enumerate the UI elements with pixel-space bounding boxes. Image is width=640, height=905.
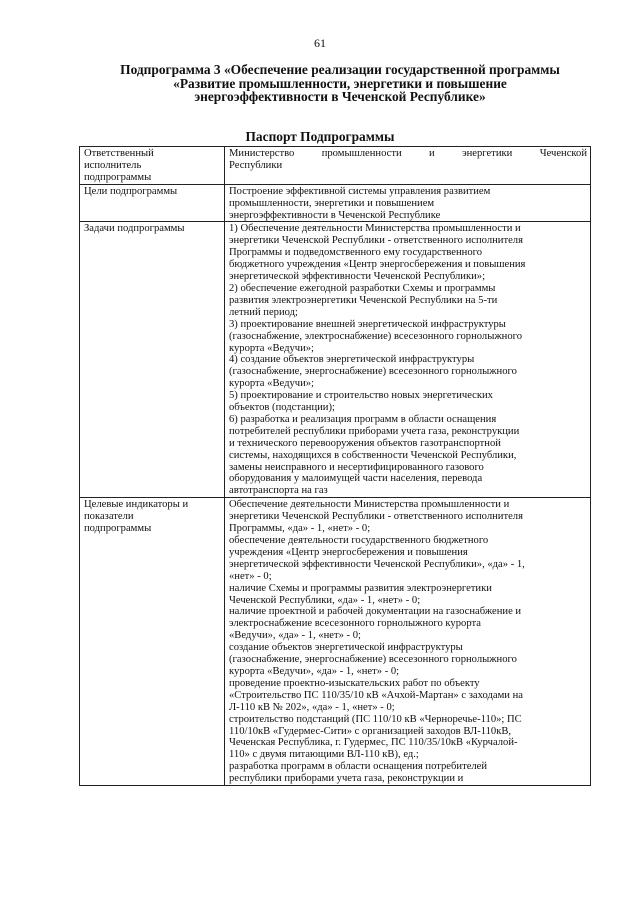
content-line: республики приборами учета газа, реконструкции и	[229, 773, 464, 785]
content-line: энергетики Чеченской Республики - ответственного исполнителя	[229, 235, 523, 247]
label-line: подпрограммы	[84, 523, 152, 535]
table-row	[80, 184, 591, 222]
content-line: электроснабжение всесезонного горнолыжного курорта	[229, 618, 481, 630]
content-line: «Ведучи», «да» - 1, «нет» - 0;	[229, 630, 361, 642]
content-line: замены неисправного и несертифицированного газового	[229, 461, 484, 473]
row-label-cell	[80, 222, 225, 498]
title-line: энергоэффективности в Чеченской Республике»	[194, 89, 486, 104]
row-content-cell	[225, 498, 591, 786]
content-line: промышленности, энергетики и повышением	[229, 197, 435, 209]
label-line: Цели подпрограммы	[84, 185, 178, 197]
content-line: учреждения «Центр энергосбережения и повышения	[229, 546, 468, 558]
content-line: Программы и подведомственного ему государственного	[229, 247, 483, 259]
word: и	[429, 148, 435, 159]
content-line: «нет» - 0;	[229, 570, 272, 582]
content-line: Л-110 кВ № 202», «да» - 1, «нет» - 0;	[229, 701, 395, 713]
content-line: Программы, «да» - 1, «нет» - 0;	[229, 523, 371, 535]
word: Министерство	[229, 148, 295, 159]
content-line: (газоснабжение, энергоснабжение) всесезонного горнолыжного	[229, 366, 517, 378]
passport-table	[79, 146, 591, 786]
content-line: Построение эффективной системы управления развитием	[229, 185, 491, 197]
content-line: энергоэффективности в Чеченской Республике	[229, 209, 441, 221]
content-line: бюджетного учреждения «Центр энергосбережения и повышения	[229, 259, 526, 271]
content-line: наличие Схемы и программы развития электроэнергетики	[229, 582, 492, 594]
content-line: 3) проектирование внешней энергетической инфраструктуры	[229, 318, 506, 330]
row-label-cell	[80, 184, 225, 222]
label-line: исполнитель	[84, 159, 142, 171]
content-line: Обеспечение деятельности Министерства промышленности и	[229, 499, 510, 511]
table-row	[80, 498, 591, 786]
content-line: обеспечение деятельности государственного бюджетного	[229, 535, 489, 546]
content-line: развития электроэнергетики Чеченской Республики на 5-ти	[229, 294, 498, 306]
content-line: энергетической эффективности Чеченской Республики»;	[229, 271, 486, 283]
label-line: Задачи подпрограммы	[84, 223, 185, 235]
subprogram-title	[60, 63, 620, 104]
content-line: 2) обеспечение ежегодной разработки Схемы и программы	[229, 282, 496, 294]
content-line: курорта «Ведучи»;	[229, 342, 315, 354]
content-line: Республики	[229, 159, 283, 171]
label-line: Целевые индикаторы и	[84, 499, 189, 511]
row-label-cell	[80, 147, 225, 185]
content-line: (газоснабжение, электроснабжение) всесезонного горнолыжного	[229, 330, 522, 342]
word: Чеченской	[539, 148, 587, 159]
content-line: 110/10кВ «Гудермес-Сити» с организацией заходов ВЛ-110кВ,	[229, 725, 512, 737]
label-line: Ответственный	[84, 148, 154, 159]
content-line: Чеченская Республика, г. Гудермес, ПС 110/35/10кВ «Курчалой-	[229, 737, 518, 749]
content-line: создание объектов энергетической инфраструктуры	[229, 642, 463, 654]
row-content-cell	[225, 147, 591, 185]
content-line	[229, 148, 587, 160]
word: промышленности	[321, 148, 402, 159]
content-line: объектов (подстанции);	[229, 402, 335, 414]
row-label-cell	[80, 498, 225, 786]
row-content-cell	[225, 222, 591, 498]
content-line: энергетической эффективности Чеченской Республики», «да» - 1,	[229, 558, 525, 570]
content-line: проведение проектно-изыскательских работ по объекту	[229, 677, 480, 689]
title-line: «Развитие промышленности, энергетики и повышение	[173, 75, 507, 91]
label-line: показатели	[84, 511, 134, 523]
content-line: (газоснабжение, энергоснабжение) всесезонного горнолыжного	[229, 654, 517, 666]
content-line: летний период;	[229, 306, 298, 318]
content-line: энергетики Чеченской Республики - ответственного исполнителя	[229, 511, 523, 523]
content-line: 110» с двумя питающими ВЛ-110 кВ), ед.;	[229, 749, 419, 761]
content-line: автотранспорта на газ	[229, 485, 328, 497]
table-row	[80, 147, 591, 185]
content-line: 1) Обеспечение деятельности Министерства промышленности и	[229, 223, 521, 235]
page-number: 61	[314, 36, 326, 50]
table-row	[80, 222, 591, 498]
passport-heading: Паспорт Подпрограммы	[245, 129, 395, 144]
label-line: подпрограммы	[84, 171, 152, 183]
content-line: наличие проектной и рабочей документации на газоснабжение и	[229, 606, 522, 618]
content-line: разработка программ в области оснащения потребителей	[229, 761, 488, 773]
word: энергетики	[462, 148, 513, 159]
content-line: строительство подстанций (ПС 110/10 кВ «Черноречье-110»; ПС	[229, 713, 522, 725]
content-line: 5) проектирование и строительство новых энергетических	[229, 390, 493, 402]
content-line: потребителей республики приборами учета газа, реконструкции	[229, 425, 520, 437]
content-line: 6) разработка и реализация программ в области оснащения	[229, 413, 497, 425]
row-content-cell	[225, 184, 591, 222]
content-line: и технического перевооружения объектов газотранспортной	[229, 437, 501, 449]
content-line: оборудования у малоимущей части населения, перевода	[229, 473, 483, 485]
content-line: курорта «Ведучи»;	[229, 378, 315, 390]
content-line: курорта «Ведучи», «да» - 1, «нет» - 0;	[229, 665, 400, 677]
title-line: Подпрограмма 3 «Обеспечение реализации государственной программы	[120, 62, 560, 77]
content-line: «Строительство ПС 110/35/10 кВ «Ачхой-Мартан» с заходами на	[229, 689, 523, 701]
content-line: 4) создание объектов энергетической инфраструктуры	[229, 354, 475, 366]
content-line: Чеченской Республики, «да» - 1, «нет» - 0;	[229, 594, 421, 606]
content-line: системы, находящихся в собственности Чеченской Республики,	[229, 449, 517, 461]
